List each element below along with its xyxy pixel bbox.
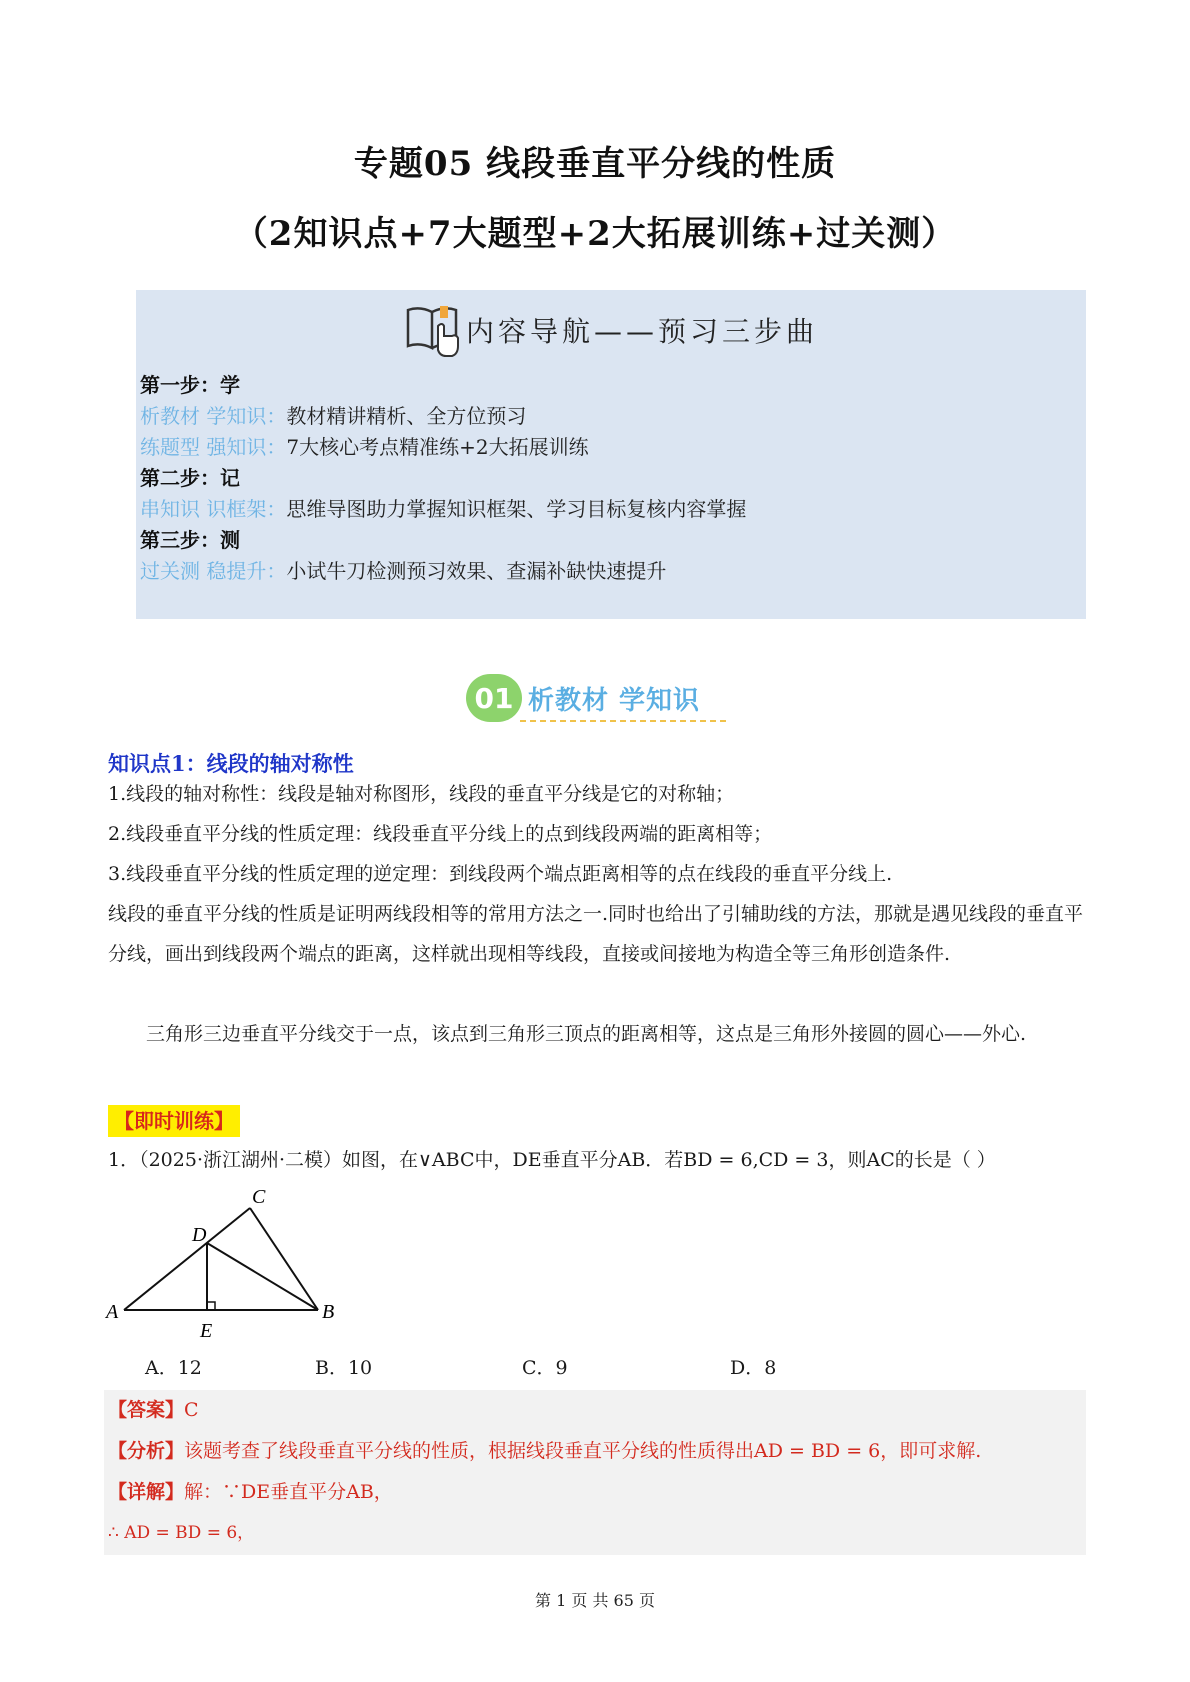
label-b: B [322,1301,335,1323]
detail-line [108,1477,393,1504]
option-b: B．10 [315,1357,373,1379]
analysis-text: 该题考查了线段垂直平分线的性质，根据线段垂直平分线的性质得出AD = BD = 6，即可求解. [184,1440,982,1462]
step3-item-1 [140,556,666,587]
page-footer: 第 1 页 共 65 页 [535,1591,655,1610]
label-e: E [200,1320,213,1342]
step2-item-1 [140,494,746,525]
nav-heading [136,300,1086,360]
step-desc: 7大核心考点精准练+2大拓展训练 [286,435,589,459]
segment-cb [250,1208,318,1310]
detail-text: 解：∵DE垂直平分AB， [184,1481,393,1503]
step-key: 练题型 强知识： [140,435,287,459]
label-c: C [252,1186,266,1208]
nav-heading-text: 内容导航——预习三步曲 [465,315,818,348]
knowledge-title: 知识点1：线段的轴对称性 [108,751,354,776]
knowledge-p5: 三角形三边垂直平分线交于一点，该点到三角形三顶点的距离相等，这点是三角形外接圆的圆心——外心. [146,1023,1027,1045]
detail-line-2: ∴ AD = BD = 6， [108,1523,255,1543]
segment-db [207,1243,318,1310]
detail-tag: 【详解】 [108,1481,185,1503]
answer-value: C [184,1399,199,1421]
book-hand-icon [404,302,462,358]
section-badge [466,670,700,726]
answer-tag: 【答案】 [108,1399,185,1421]
step3-title: 第三步：测 [140,528,240,552]
label-a: A [106,1301,119,1323]
knowledge-p3: 3.线段垂直平分线的性质定理的逆定理：到线段两个端点距离相等的点在线段的垂直平分线上. [108,863,893,885]
analysis-line [108,1436,981,1463]
answer-line [108,1395,199,1422]
section-number: 01 [466,674,522,722]
knowledge-p1: 1.线段的轴对称性：线段是轴对称图形，线段的垂直平分线是它的对称轴； [108,783,735,805]
knowledge-p4: 线段的垂直平分线的性质是证明两线段相等的常用方法之一.同时也给出了引辅助线的方法，那就是遇见线段的垂直平分线，画出到线段两个端点的距离，这样就出现相等线段，直接或间接地为构造全等三角形创造条件. [108,903,1084,965]
triangle-figure [100,1185,360,1345]
step1-item-2 [140,432,589,463]
option-a: A．12 [145,1357,202,1379]
label-d: D [192,1224,207,1246]
page-title: 专题05 线段垂直平分线的性质 [353,144,837,184]
option-d: D．8 [730,1357,777,1379]
section-underline [520,720,726,722]
step-desc: 小试牛刀检测预习效果、查漏补缺快速提升 [286,559,667,583]
practice-tag: 【即时训练】 [108,1105,240,1137]
step1-title: 第一步：学 [140,373,240,397]
step-key: 串知识 识框架： [140,497,287,521]
step-key: 过关测 稳提升： [140,559,287,583]
analysis-tag: 【分析】 [108,1440,185,1462]
content-nav-box [136,290,1086,619]
option-c: C．9 [522,1357,568,1379]
step2-title: 第二步：记 [140,466,240,490]
right-angle-mark [207,1302,215,1310]
segment-ac [124,1208,250,1310]
step-desc: 思维导图助力掌握知识框架、学习目标复核内容掌握 [286,497,747,521]
step-desc: 教材精讲精析、全方位预习 [286,404,527,428]
section-label: 析教材 学知识 [528,685,701,716]
step-key: 析教材 学知识： [140,404,287,428]
page-subtitle: （2知识点+7大题型+2大拓展训练+过关测） [233,214,957,254]
question-text: 1．（2025·浙江湖州·二模）如图，在∨ABC中，DE垂直平分AB．若BD = 6,CD = 3，则AC的长是（ ） [108,1149,996,1171]
knowledge-p2: 2.线段垂直平分线的性质定理：线段垂直平分线上的点到线段两端的距离相等； [108,823,773,845]
step1-item-1 [140,401,526,432]
